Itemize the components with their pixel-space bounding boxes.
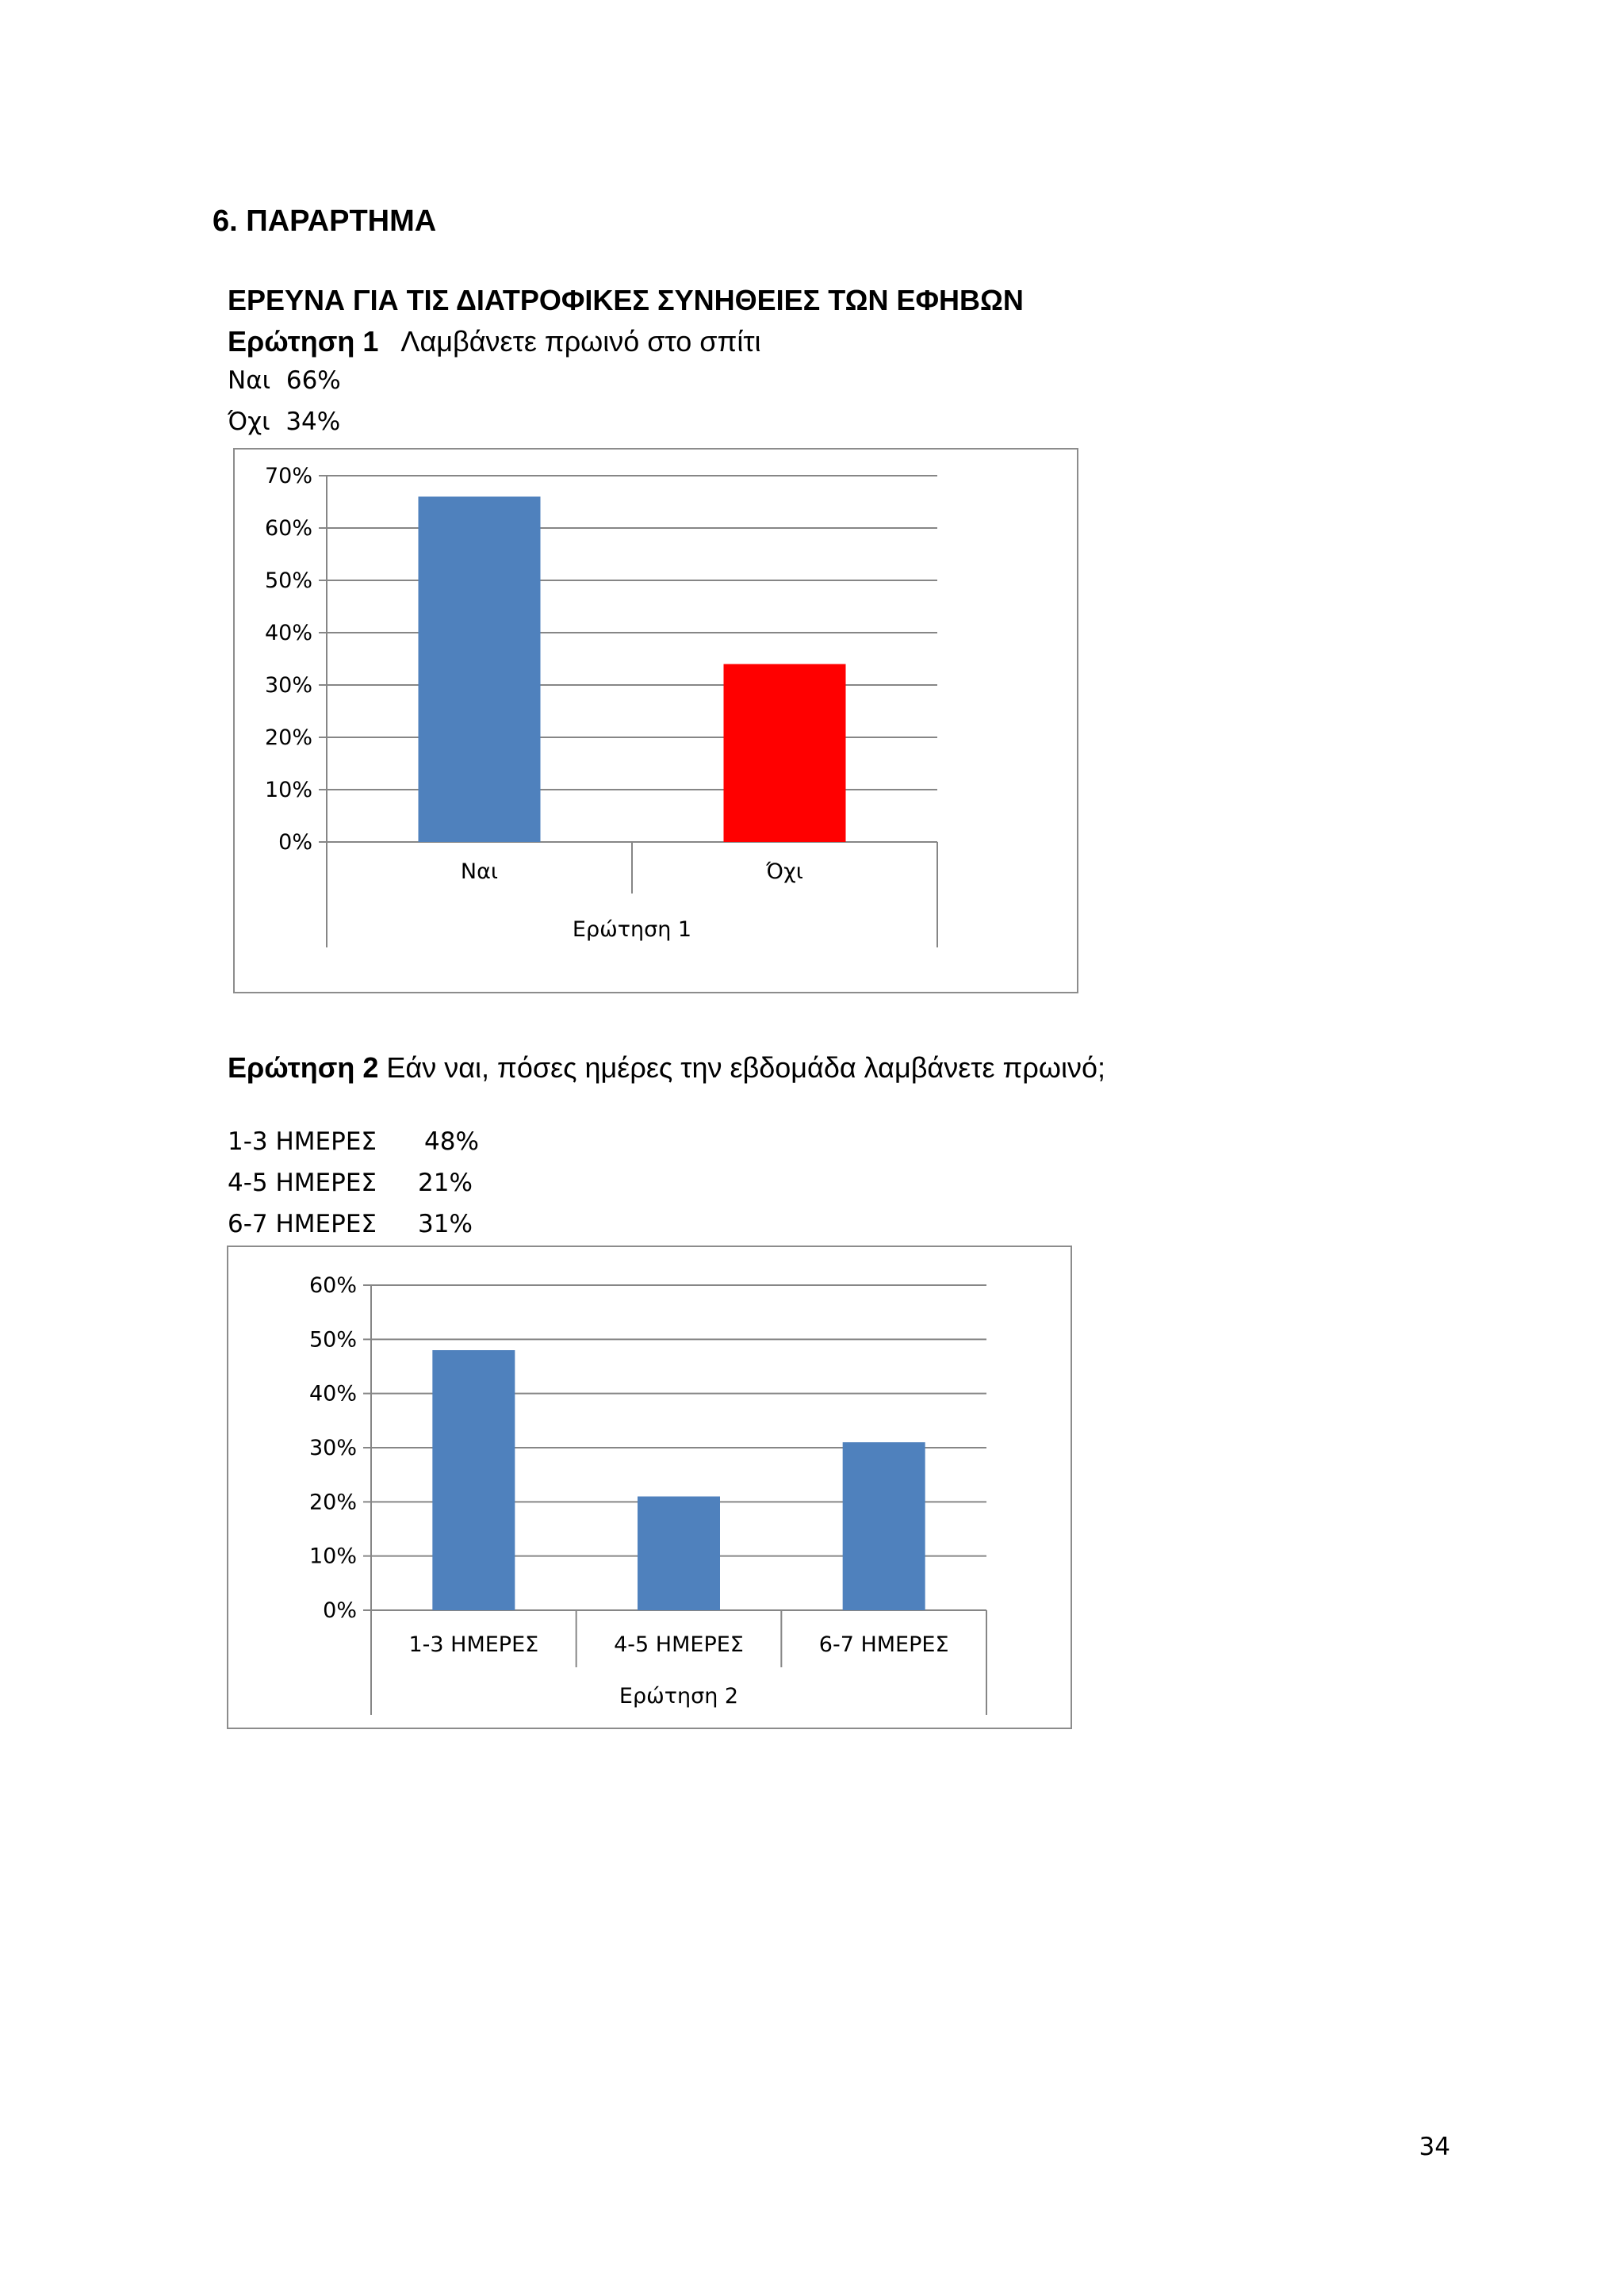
x-group-label: Ερώτηση 2	[619, 1684, 739, 1709]
x-group-label: Ερώτηση 1	[572, 917, 692, 942]
question1-text: Λαμβάνετε πρωινό στο σπίτι	[400, 325, 761, 358]
question2-answer-1	[228, 1127, 479, 1156]
question2-line	[228, 1051, 1105, 1085]
question2-text: Εάν ναι, πόσες ημέρες την εβδομάδα λαμβάνετε πρωινό;	[386, 1051, 1105, 1084]
question2-answer-3	[228, 1210, 473, 1238]
y-tick-label: 20%	[264, 725, 312, 750]
bar	[432, 1350, 515, 1610]
y-tick-label: 70%	[264, 464, 312, 488]
bar	[724, 664, 846, 842]
question2-answer-2	[228, 1169, 473, 1197]
y-tick-label: 10%	[308, 1544, 357, 1569]
answer-option: 4-5 ΗΜΕΡΕΣ	[228, 1169, 377, 1197]
answer-option: Όχι	[228, 408, 270, 436]
y-tick-label: 50%	[264, 568, 312, 593]
answer-percent: 48%	[424, 1127, 479, 1156]
question1-answer-1	[228, 366, 341, 395]
chart-svg	[235, 450, 1077, 992]
chart-question1	[233, 448, 1078, 993]
chart-svg	[228, 1247, 1071, 1728]
y-tick-label: 50%	[308, 1327, 357, 1353]
x-category-label: 4-5 ΗΜΕΡΕΣ	[614, 1632, 744, 1657]
question1-answer-2	[228, 408, 340, 436]
y-tick-label: 60%	[308, 1273, 357, 1298]
y-tick-label: 0%	[323, 1598, 357, 1623]
answer-percent: 34%	[285, 408, 341, 436]
chart-question2	[227, 1246, 1072, 1729]
answer-option: 6-7 ΗΜΕΡΕΣ	[228, 1210, 377, 1238]
answer-option: 1-3 ΗΜΕΡΕΣ	[228, 1127, 377, 1156]
y-tick-label: 10%	[264, 778, 312, 802]
answer-percent: 21%	[418, 1169, 473, 1197]
bar	[843, 1442, 925, 1610]
y-tick-label: 20%	[308, 1490, 357, 1515]
y-tick-label: 0%	[278, 830, 312, 855]
question1-label: Ερώτηση 1	[228, 325, 379, 358]
y-tick-label: 30%	[308, 1436, 357, 1460]
survey-title: ΕΡΕΥΝΑ ΓΙΑ ΤΙΣ ΔΙΑΤΡΟΦΙΚΕΣ ΣΥΝΗΘΕΙΕΣ ΤΩΝ ΕΦΗΒΩΝ	[228, 284, 1024, 316]
question1-line	[228, 325, 761, 358]
y-tick-label: 30%	[264, 673, 312, 698]
x-category-label: Ναι	[460, 859, 499, 884]
x-category-label: Όχι	[766, 859, 803, 884]
answer-percent: 31%	[418, 1210, 473, 1238]
answer-percent: 66%	[285, 366, 341, 395]
y-tick-label: 60%	[264, 516, 312, 541]
page-number: 34	[1419, 2133, 1450, 2161]
x-category-label: 1-3 ΗΜΕΡΕΣ	[408, 1632, 539, 1657]
question2-label: Ερώτηση 2	[228, 1051, 379, 1084]
y-tick-label: 40%	[308, 1381, 357, 1406]
x-category-label: 6-7 ΗΜΕΡΕΣ	[818, 1632, 949, 1657]
section-heading: 6. ΠΑΡΑΡΤΗΜΑ	[213, 205, 437, 238]
answer-option: Ναι	[228, 366, 271, 395]
y-tick-label: 40%	[264, 621, 312, 645]
bar	[638, 1497, 720, 1611]
bar	[419, 496, 541, 842]
